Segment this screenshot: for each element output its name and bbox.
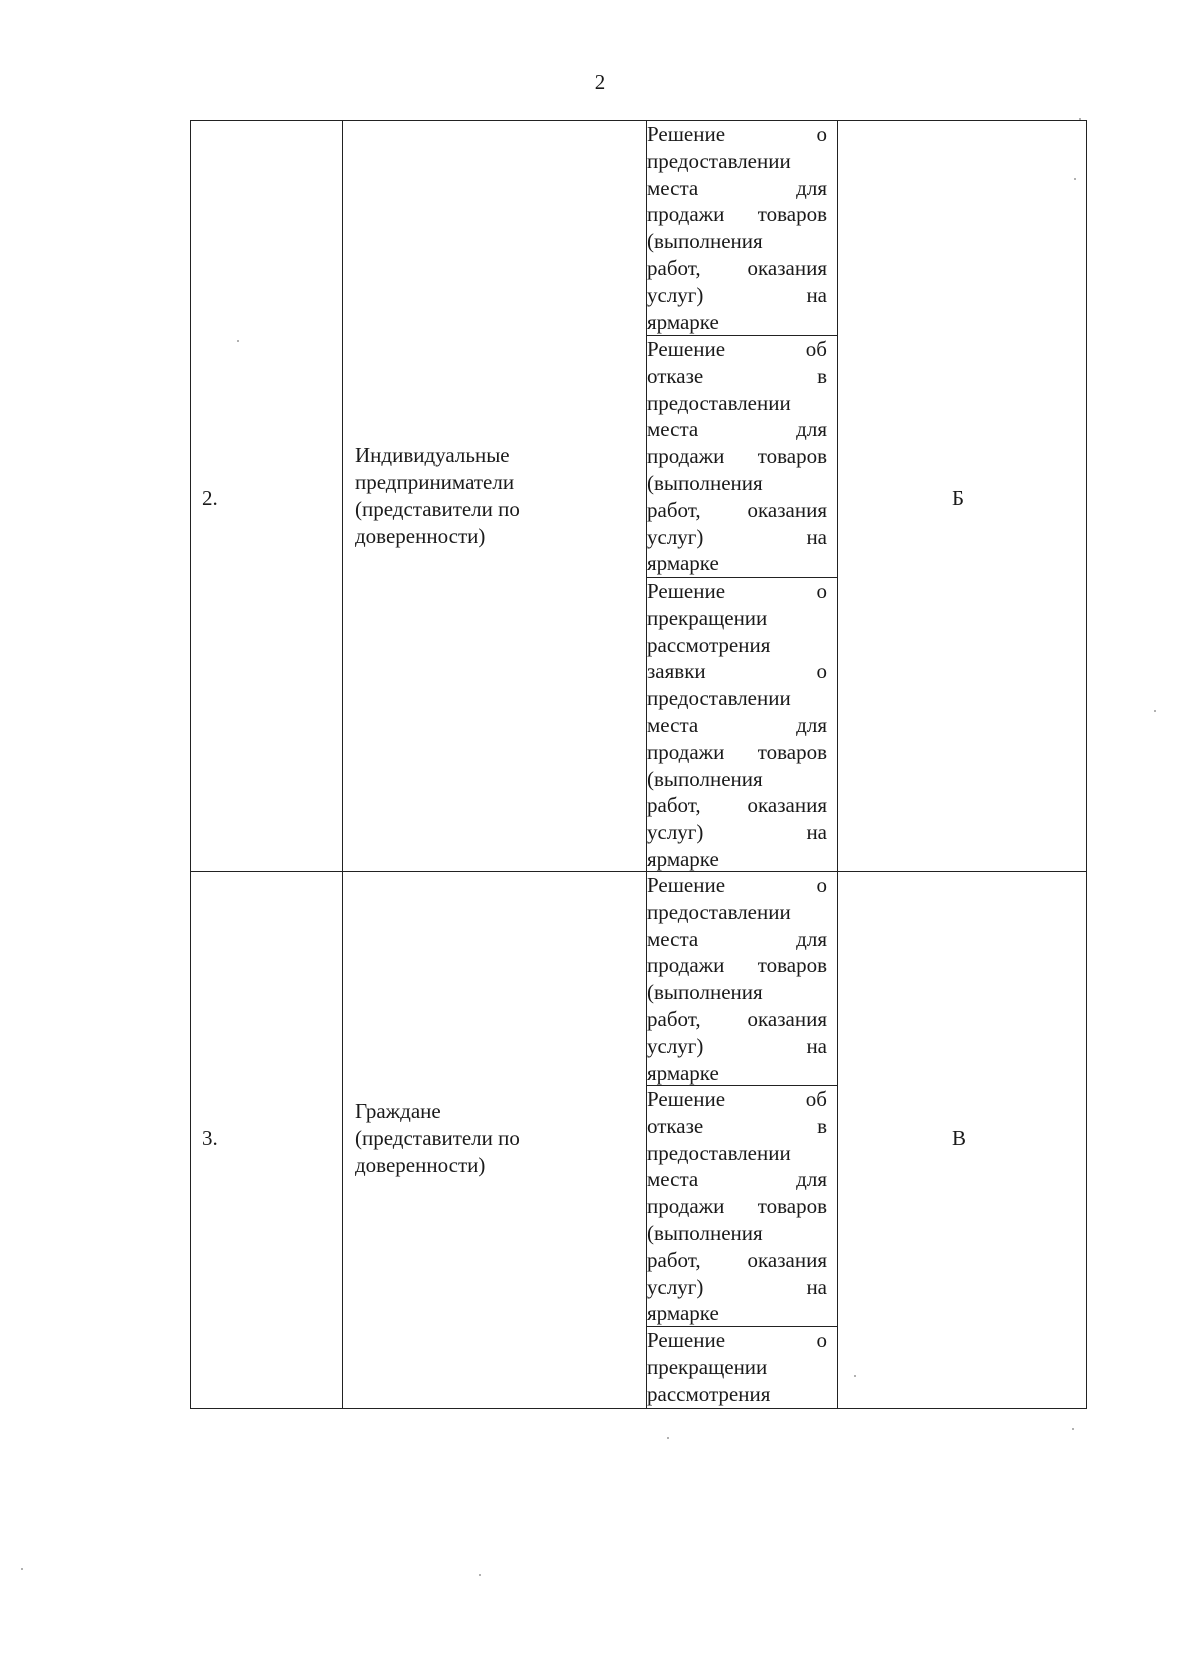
- scan-speck: [1072, 1428, 1074, 1430]
- column-divider: [342, 120, 343, 1409]
- decision-line: ярмарке: [647, 309, 719, 334]
- decision-line: (выполнения: [647, 766, 763, 791]
- decision-line: работ, оказания: [647, 793, 827, 818]
- decision-line: Решение о: [647, 1328, 827, 1352]
- decision-line: (выполнения: [647, 470, 763, 495]
- decision-refuse-text: [647, 1086, 827, 1327]
- applicant-cell: [355, 1098, 635, 1179]
- decision-line: продажи товаров: [647, 953, 827, 978]
- decision-line: места для: [647, 175, 827, 200]
- decision-line: работ, оказания: [647, 255, 827, 280]
- decision-line: предоставлении: [647, 1140, 791, 1165]
- row-number-cell: 2.: [202, 486, 218, 510]
- scan-speck: [1079, 118, 1081, 120]
- applicant-line: Индивидуальные: [355, 443, 510, 467]
- decision-line: (выполнения: [647, 1220, 763, 1245]
- decision-line: услуг) на: [647, 524, 827, 549]
- applicant-line: (представители по: [355, 1126, 520, 1150]
- applicant-line: Граждане: [355, 1099, 441, 1123]
- decision-line: услуг) на: [647, 1033, 827, 1058]
- decision-line: отказе в: [647, 1113, 827, 1138]
- decision-line: ярмарке: [647, 1301, 719, 1326]
- row-divider: [190, 871, 1087, 872]
- decision-line: места для: [647, 1167, 827, 1192]
- decision-line: продажи товаров: [647, 739, 827, 764]
- decision-line: услуг) на: [647, 282, 827, 307]
- applicant-line: доверенности): [355, 1153, 486, 1177]
- scan-speck: [1074, 178, 1076, 180]
- decision-line: (выполнения: [647, 980, 763, 1005]
- decision-line: услуг) на: [647, 820, 827, 845]
- decision-line: Решение об: [647, 1087, 827, 1111]
- decision-line: рассмотрения: [647, 1381, 771, 1406]
- scan-speck: [479, 1574, 481, 1576]
- decision-line: предоставлении: [647, 390, 791, 415]
- decision-line: отказе в: [647, 363, 827, 388]
- decision-line: услуг) на: [647, 1274, 827, 1299]
- decision-line: предоставлении: [647, 899, 791, 924]
- decision-line: предоставлении: [647, 686, 791, 711]
- decision-terminate-text: [647, 578, 827, 873]
- row-number-cell: 3.: [202, 1126, 218, 1150]
- decision-line: рассмотрения: [647, 632, 771, 657]
- applicant-line: предприниматели: [355, 470, 515, 494]
- decision-line: прекращении: [647, 605, 768, 630]
- decision-line: Решение о: [647, 873, 827, 897]
- decision-line: работ, оказания: [647, 497, 827, 522]
- decision-line: ярмарке: [647, 551, 719, 576]
- decision-line: места для: [647, 417, 827, 442]
- decision-line: продажи товаров: [647, 444, 827, 469]
- variant-cell: В: [952, 1126, 967, 1150]
- decision-line: Решение об: [647, 337, 827, 361]
- decision-line: Решение о: [647, 579, 827, 603]
- decision-line: прекращении: [647, 1354, 768, 1379]
- decision-line: предоставлении: [647, 148, 791, 173]
- scan-speck: [237, 340, 239, 342]
- requests-table: [190, 120, 1087, 1409]
- applicant-line: (представители по: [355, 497, 520, 521]
- decision-line: работ, оказания: [647, 1247, 827, 1272]
- applicant-cell: [355, 442, 635, 550]
- decision-line: работ, оказания: [647, 1006, 827, 1031]
- decision-line: Решение о: [647, 122, 827, 146]
- decision-line: места для: [647, 712, 827, 737]
- decision-line: места для: [647, 926, 827, 951]
- column-divider: [837, 120, 838, 1409]
- decision-line: ярмарке: [647, 846, 719, 871]
- decision-line: продажи товаров: [647, 1194, 827, 1219]
- variant-cell: Б: [952, 486, 965, 510]
- page-number: 2: [594, 70, 606, 94]
- decision-terminate-text: [647, 1327, 827, 1407]
- decision-provide-text: [647, 872, 827, 1086]
- applicant-line: доверенности): [355, 524, 486, 548]
- decision-provide-text: [647, 121, 827, 335]
- decision-line: продажи товаров: [647, 202, 827, 227]
- decision-refuse-text: [647, 336, 827, 577]
- decision-line: (выполнения: [647, 229, 763, 254]
- scan-speck: [1154, 710, 1156, 712]
- decision-line: ярмарке: [647, 1060, 719, 1085]
- decision-line: заявки о: [647, 659, 827, 684]
- scan-speck: [667, 1437, 669, 1439]
- scan-speck: [21, 1568, 23, 1570]
- scan-speck: [854, 1375, 856, 1377]
